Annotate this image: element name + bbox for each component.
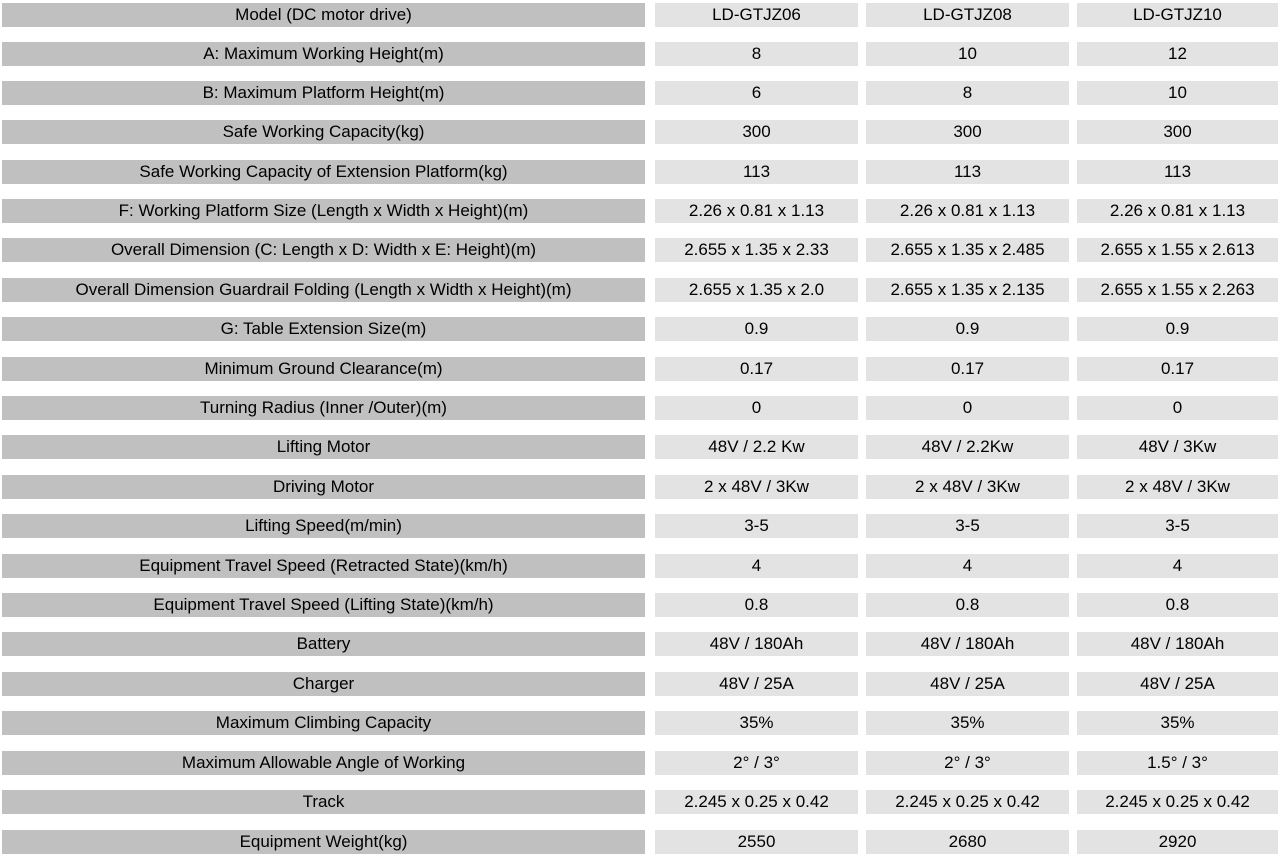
spec-value: 0: [1077, 396, 1278, 420]
spec-value: 0.17: [1077, 357, 1278, 381]
spec-value: 3-5: [1077, 514, 1278, 538]
spec-value: 300: [866, 120, 1069, 144]
spec-row: [0, 632, 1280, 656]
spec-value: 113: [655, 160, 858, 184]
spec-row: [0, 42, 1280, 66]
spec-value: 48V / 2.2 Kw: [655, 435, 858, 459]
spec-row: [0, 751, 1280, 775]
spec-value: 0.9: [655, 317, 858, 341]
spec-row: [0, 81, 1280, 105]
spec-value: 8: [655, 42, 858, 66]
spec-label: Battery: [2, 632, 645, 656]
spec-label: Lifting Motor: [2, 435, 645, 459]
spec-value: 0.8: [1077, 593, 1278, 617]
spec-value: 113: [866, 160, 1069, 184]
model-header: LD-GTJZ06: [655, 3, 858, 27]
spec-value: 2.655 x 1.35 x 2.485: [866, 238, 1069, 262]
spec-value: 113: [1077, 160, 1278, 184]
spec-row: [0, 396, 1280, 420]
spec-value: 3-5: [866, 514, 1069, 538]
spec-value: 48V / 3Kw: [1077, 435, 1278, 459]
spec-value: 12: [1077, 42, 1278, 66]
spec-value: 2.655 x 1.55 x 2.613: [1077, 238, 1278, 262]
spec-value: 35%: [655, 711, 858, 735]
spec-label: Track: [2, 790, 645, 814]
spec-row: [0, 435, 1280, 459]
spec-label: Overall Dimension Guardrail Folding (Length x Width x Height)(m): [2, 278, 645, 302]
spec-label: Equipment Travel Speed (Lifting State)(km/h): [2, 593, 645, 617]
spec-label: Turning Radius (Inner /Outer)(m): [2, 396, 645, 420]
spec-row: [0, 317, 1280, 341]
spec-row: [0, 160, 1280, 184]
spec-label: Equipment Travel Speed (Retracted State)(km/h): [2, 554, 645, 578]
spec-value: 35%: [866, 711, 1069, 735]
spec-label: Maximum Allowable Angle of Working: [2, 751, 645, 775]
spec-value: 48V / 180Ah: [866, 632, 1069, 656]
spec-label: Overall Dimension (C: Length x D: Width x E: Height)(m): [2, 238, 645, 262]
spec-row: [0, 120, 1280, 144]
spec-row: [0, 199, 1280, 223]
spec-value: 2.26 x 0.81 x 1.13: [866, 199, 1069, 223]
header-row: [0, 3, 1280, 27]
spec-label: Safe Working Capacity of Extension Platform(kg): [2, 160, 645, 184]
spec-value: 48V / 25A: [866, 672, 1069, 696]
spec-value: 2.655 x 1.35 x 2.0: [655, 278, 858, 302]
model-header: LD-GTJZ10: [1077, 3, 1278, 27]
spec-row: [0, 554, 1280, 578]
spec-value: 48V / 180Ah: [1077, 632, 1278, 656]
spec-row: [0, 278, 1280, 302]
spec-label: G: Table Extension Size(m): [2, 317, 645, 341]
spec-row: [0, 238, 1280, 262]
spec-value: 2.655 x 1.35 x 2.33: [655, 238, 858, 262]
spec-value: 4: [655, 554, 858, 578]
spec-row: [0, 514, 1280, 538]
spec-label: A: Maximum Working Height(m): [2, 42, 645, 66]
spec-value: 48V / 25A: [1077, 672, 1278, 696]
spec-label: Equipment Weight(kg): [2, 830, 645, 854]
spec-label: Minimum Ground Clearance(m): [2, 357, 645, 381]
spec-value: 2.245 x 0.25 x 0.42: [866, 790, 1069, 814]
spec-value: 2.26 x 0.81 x 1.13: [655, 199, 858, 223]
spec-value: 2550: [655, 830, 858, 854]
spec-value: 0.8: [655, 593, 858, 617]
spec-label: B: Maximum Platform Height(m): [2, 81, 645, 105]
spec-row: [0, 711, 1280, 735]
spec-value: 35%: [1077, 711, 1278, 735]
spec-label: Lifting Speed(m/min): [2, 514, 645, 538]
spec-value: 0.17: [655, 357, 858, 381]
spec-value: 48V / 25A: [655, 672, 858, 696]
spec-value: 0: [866, 396, 1069, 420]
spec-value: 0: [655, 396, 858, 420]
spec-value: 8: [866, 81, 1069, 105]
spec-row: [0, 593, 1280, 617]
spec-value: 48V / 180Ah: [655, 632, 858, 656]
spec-row: [0, 475, 1280, 499]
spec-row: [0, 790, 1280, 814]
spec-value: 10: [866, 42, 1069, 66]
spec-value: 2° / 3°: [655, 751, 858, 775]
spec-label: Charger: [2, 672, 645, 696]
spec-value: 300: [1077, 120, 1278, 144]
spec-value: 4: [866, 554, 1069, 578]
spec-value: 2.655 x 1.55 x 2.263: [1077, 278, 1278, 302]
spec-value: 2920: [1077, 830, 1278, 854]
spec-value: 4: [1077, 554, 1278, 578]
spec-value: 0.9: [1077, 317, 1278, 341]
spec-value: 2.26 x 0.81 x 1.13: [1077, 199, 1278, 223]
spec-value: 2° / 3°: [866, 751, 1069, 775]
spec-value: 2 x 48V / 3Kw: [1077, 475, 1278, 499]
model-header: LD-GTJZ08: [866, 3, 1069, 27]
spec-label: Safe Working Capacity(kg): [2, 120, 645, 144]
spec-label: Driving Motor: [2, 475, 645, 499]
spec-value: 2 x 48V / 3Kw: [655, 475, 858, 499]
spec-value: 48V / 2.2Kw: [866, 435, 1069, 459]
spec-row: [0, 357, 1280, 381]
spec-value: 6: [655, 81, 858, 105]
header-label: Model (DC motor drive): [2, 3, 645, 27]
spec-value: 0.9: [866, 317, 1069, 341]
spec-value: 2.245 x 0.25 x 0.42: [655, 790, 858, 814]
spec-value: 300: [655, 120, 858, 144]
spec-value: 0.17: [866, 357, 1069, 381]
spec-value: 2.655 x 1.35 x 2.135: [866, 278, 1069, 302]
spec-value: 2680: [866, 830, 1069, 854]
spec-value: 3-5: [655, 514, 858, 538]
spec-value: 2.245 x 0.25 x 0.42: [1077, 790, 1278, 814]
spec-label: Maximum Climbing Capacity: [2, 711, 645, 735]
spec-value: 10: [1077, 81, 1278, 105]
spec-row: [0, 672, 1280, 696]
spec-value: 1.5° / 3°: [1077, 751, 1278, 775]
spec-value: 2 x 48V / 3Kw: [866, 475, 1069, 499]
spec-row: [0, 830, 1280, 854]
spec-value: 0.8: [866, 593, 1069, 617]
spec-label: F: Working Platform Size (Length x Width x Height)(m): [2, 199, 645, 223]
